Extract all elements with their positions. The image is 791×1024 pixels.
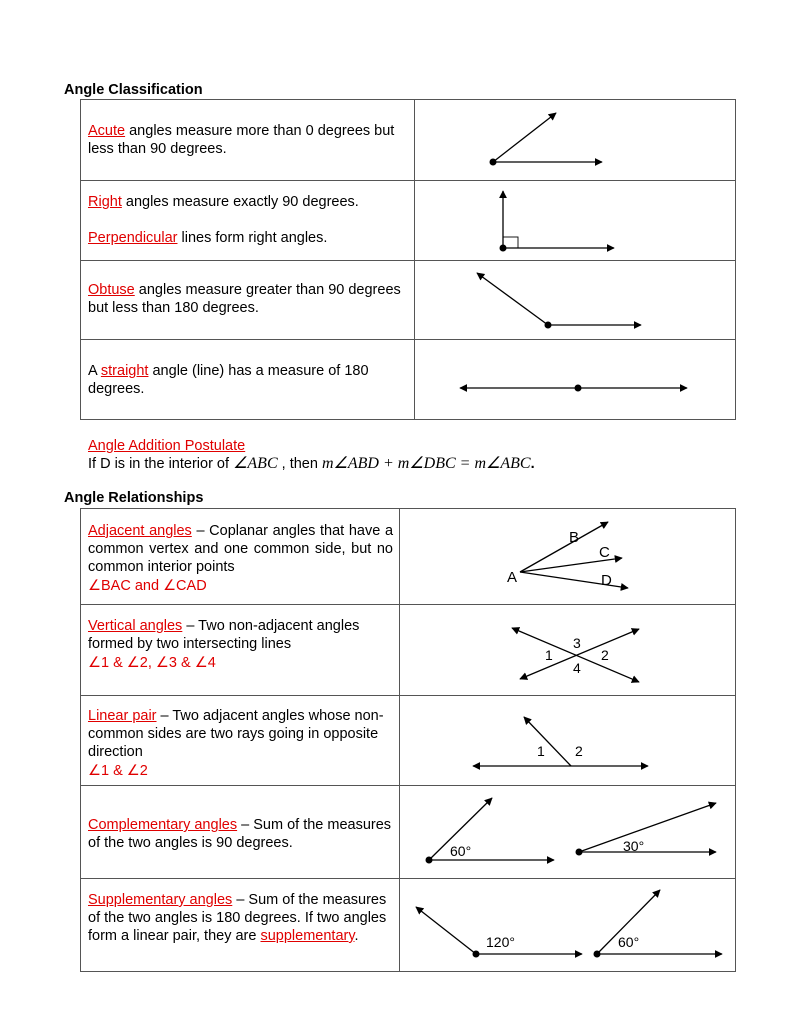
complementary-figure-30 bbox=[576, 803, 717, 856]
right-text: angles measure exactly 90 degrees. bbox=[121, 194, 359, 210]
vertical-label-1: 1 bbox=[545, 647, 553, 663]
straight-term: straight bbox=[100, 363, 149, 379]
vertical-label-2: 2 bbox=[601, 647, 609, 663]
perpendicular-term: Perpendicular bbox=[88, 230, 178, 246]
obtuse-text: angles measure greater than 90 degrees but less than 180 degrees. bbox=[88, 282, 401, 316]
postulate-prefix: If D is in the interior of bbox=[88, 456, 234, 472]
linear-pair-text: – Two adjacent angles whose non-common sides are two rays going in opposite direction bbox=[88, 708, 384, 760]
section-heading-classification: Angle Classification bbox=[64, 82, 203, 98]
supplementary-end: . bbox=[354, 928, 359, 944]
straight-prefix: A bbox=[88, 363, 101, 379]
adjacent-term: Adjacent angles bbox=[88, 523, 192, 539]
adjacent-label-d: D bbox=[601, 572, 612, 589]
supplementary-term: Supplementary angles bbox=[88, 892, 233, 908]
postulate-angle: ∠ABC bbox=[233, 455, 278, 472]
linear-pair-figure bbox=[473, 717, 648, 766]
complementary-text: – Sum of the measures of the two angles is 90 degrees. bbox=[88, 817, 392, 851]
postulate-end: . bbox=[530, 456, 535, 472]
linear-pair-label-1: 1 bbox=[537, 743, 545, 759]
acute-term: Acute bbox=[88, 123, 126, 139]
adjacent-label-a: A bbox=[507, 569, 518, 586]
vertical-label-4: 4 bbox=[573, 660, 581, 676]
complementary-figure-60 bbox=[426, 798, 555, 864]
postulate-formula: m∠ABD + m∠DBC = m∠ABC bbox=[321, 455, 531, 472]
vertical-text: – Two non-adjacent angles formed by two intersecting lines bbox=[88, 618, 360, 652]
complementary-label-60: 60° bbox=[450, 843, 472, 859]
complementary-label-30: 30° bbox=[623, 838, 645, 854]
right-term: Right bbox=[88, 194, 122, 210]
supplementary-text: – Sum of the measures of the two angles is 180 degrees. If two angles form a linear pair, they are bbox=[88, 892, 387, 944]
linear-pair-term: Linear pair bbox=[88, 708, 157, 724]
complementary-term: Complementary angles bbox=[88, 817, 238, 833]
vertical-term: Vertical angles bbox=[88, 618, 183, 634]
vertical-example: ∠1 & ∠2, ∠3 & ∠4 bbox=[88, 655, 216, 671]
adjacent-label-c: C bbox=[599, 544, 610, 561]
linear-pair-example: ∠1 & ∠2 bbox=[88, 763, 148, 779]
perpendicular-text: lines form right angles. bbox=[177, 230, 328, 246]
postulate-mid: , then bbox=[277, 456, 322, 472]
acute-text: angles measure more than 0 degrees but less than 90 degrees. bbox=[88, 123, 395, 157]
postulate-title: Angle Addition Postulate bbox=[88, 438, 246, 454]
vertical-label-3: 3 bbox=[573, 635, 581, 651]
obtuse-term: Obtuse bbox=[88, 282, 135, 298]
supplementary-label-60: 60° bbox=[618, 934, 640, 950]
adjacent-text: – Coplanar angles that have a common vertex and one common side, but no common interior points bbox=[88, 523, 394, 575]
section-heading-relationships: Angle Relationships bbox=[64, 490, 204, 506]
supplementary-figure-60 bbox=[594, 890, 723, 958]
linear-pair-label-2: 2 bbox=[575, 743, 583, 759]
straight-text: angle (line) has a measure of 180 degrees. bbox=[88, 363, 369, 397]
supplementary-term-inline: supplementary bbox=[260, 928, 355, 944]
adjacent-example: ∠BAC and ∠CAD bbox=[88, 578, 207, 594]
supplementary-label-120: 120° bbox=[486, 934, 515, 950]
adjacent-label-b: B bbox=[569, 529, 580, 546]
